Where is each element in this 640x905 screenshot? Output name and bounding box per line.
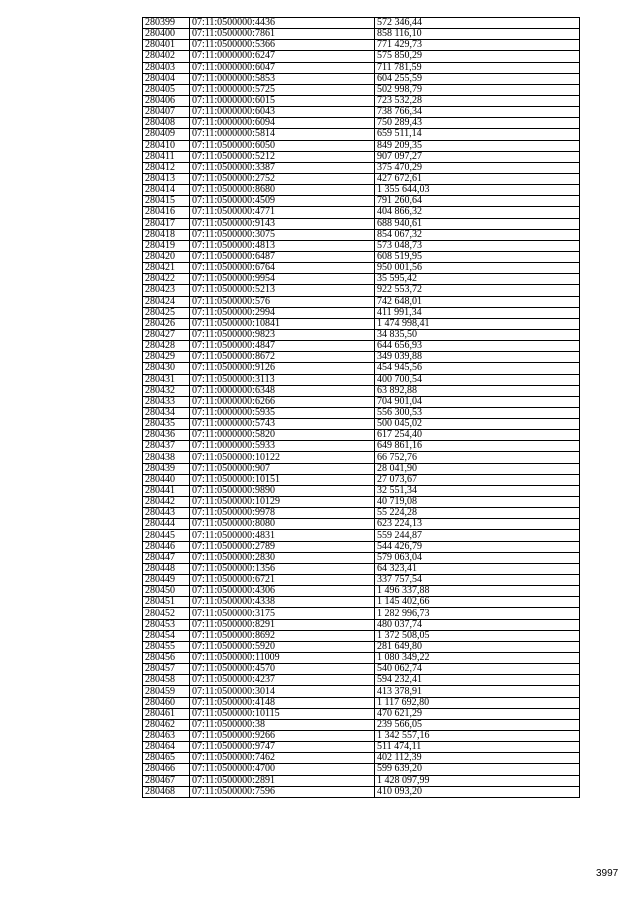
cadastral-number-cell: 07:11:0500000:11009 (190, 653, 375, 664)
value-cell: 849 209,35 (375, 140, 580, 151)
cadastral-number-cell: 07:11:0000000:5853 (190, 73, 375, 84)
row-number-cell: 280442 (143, 497, 190, 508)
row-number-cell: 280438 (143, 452, 190, 463)
row-number-cell: 280446 (143, 541, 190, 552)
value-cell: 599 639,20 (375, 764, 580, 775)
cadastral-number-cell: 07:11:0500000:5212 (190, 151, 375, 162)
table-row (143, 597, 580, 608)
cadastral-number-cell: 07:11:0500000:8672 (190, 352, 375, 363)
row-number-cell: 280426 (143, 318, 190, 329)
value-cell: 337 757,54 (375, 575, 580, 586)
row-number-cell: 280402 (143, 51, 190, 62)
value-cell: 400 700,54 (375, 374, 580, 385)
row-number-cell: 280422 (143, 274, 190, 285)
cadastral-number-cell: 07:11:0500000:9143 (190, 218, 375, 229)
cadastral-number-cell: 07:11:0500000:4847 (190, 341, 375, 352)
cadastral-number-cell: 07:11:0500000:4436 (190, 18, 375, 29)
row-number-cell: 280441 (143, 485, 190, 496)
value-cell: 644 656,93 (375, 341, 580, 352)
row-number-cell: 280444 (143, 519, 190, 530)
row-number-cell: 280454 (143, 630, 190, 641)
row-number-cell: 280462 (143, 719, 190, 730)
cadastral-number-cell: 07:11:0500000:8680 (190, 185, 375, 196)
row-number-cell: 280443 (143, 508, 190, 519)
row-number-cell: 280466 (143, 764, 190, 775)
table-row (143, 563, 580, 574)
cadastral-number-cell: 07:11:0500000:3075 (190, 229, 375, 240)
value-cell: 64 323,41 (375, 563, 580, 574)
value-cell: 544 426,79 (375, 541, 580, 552)
cadastral-number-cell: 07:11:0000000:6094 (190, 118, 375, 129)
row-number-cell: 280399 (143, 18, 190, 29)
row-number-cell: 280439 (143, 463, 190, 474)
value-cell: 375 470,29 (375, 162, 580, 173)
row-number-cell: 280451 (143, 597, 190, 608)
table-row (143, 586, 580, 597)
cadastral-number-cell: 07:11:0000000:6266 (190, 396, 375, 407)
table-body (143, 18, 580, 798)
row-number-cell: 280461 (143, 708, 190, 719)
value-cell: 1 282 996,73 (375, 608, 580, 619)
table-row (143, 463, 580, 474)
value-cell: 738 766,34 (375, 107, 580, 118)
cadastral-number-cell: 07:11:0500000:2994 (190, 307, 375, 318)
table-row (143, 173, 580, 184)
table-row (143, 485, 580, 496)
row-number-cell: 280467 (143, 775, 190, 786)
table-row (143, 285, 580, 296)
value-cell: 791 260,64 (375, 196, 580, 207)
row-number-cell: 280452 (143, 608, 190, 619)
value-cell: 28 041,90 (375, 463, 580, 474)
row-number-cell: 280431 (143, 374, 190, 385)
table-row (143, 107, 580, 118)
cadastral-number-cell: 07:11:0500000:10841 (190, 318, 375, 329)
cadastral-number-cell: 07:11:0500000:576 (190, 296, 375, 307)
cadastral-number-cell: 07:11:0500000:9747 (190, 742, 375, 753)
value-cell: 239 566,05 (375, 719, 580, 730)
cadastral-number-cell: 07:11:0500000:6764 (190, 263, 375, 274)
cadastral-number-cell: 07:11:0500000:907 (190, 463, 375, 474)
value-cell: 63 892,88 (375, 385, 580, 396)
row-number-cell: 280437 (143, 441, 190, 452)
value-cell: 502 998,79 (375, 84, 580, 95)
row-number-cell: 280412 (143, 162, 190, 173)
table-row (143, 318, 580, 329)
value-cell: 55 224,28 (375, 508, 580, 519)
table-row (143, 162, 580, 173)
table-row (143, 296, 580, 307)
value-cell: 771 429,73 (375, 40, 580, 51)
cadastral-number-cell: 07:11:0500000:7462 (190, 753, 375, 764)
table-row (143, 274, 580, 285)
table-row (143, 742, 580, 753)
table-row (143, 519, 580, 530)
cadastral-number-cell: 07:11:0500000:5213 (190, 285, 375, 296)
table-row (143, 686, 580, 697)
table-row (143, 62, 580, 73)
row-number-cell: 280411 (143, 151, 190, 162)
value-cell: 922 553,72 (375, 285, 580, 296)
value-cell: 573 048,73 (375, 240, 580, 251)
table-row (143, 29, 580, 40)
value-cell: 1 496 337,88 (375, 586, 580, 597)
cadastral-number-cell: 07:11:0000000:6047 (190, 62, 375, 73)
row-number-cell: 280449 (143, 575, 190, 586)
table-row (143, 419, 580, 430)
cadastral-number-cell: 07:11:0500000:8692 (190, 630, 375, 641)
cadastral-number-cell: 07:11:0500000:10129 (190, 497, 375, 508)
row-number-cell: 280453 (143, 619, 190, 630)
cadastral-number-cell: 07:11:0000000:6348 (190, 385, 375, 396)
row-number-cell: 280465 (143, 753, 190, 764)
page-number: 3997 (596, 868, 619, 879)
table-row (143, 575, 580, 586)
value-cell: 854 067,32 (375, 229, 580, 240)
row-number-cell: 280457 (143, 664, 190, 675)
table-row (143, 541, 580, 552)
value-cell: 500 045,02 (375, 419, 580, 430)
table-row (143, 641, 580, 652)
value-cell: 480 037,74 (375, 619, 580, 630)
value-cell: 540 062,74 (375, 664, 580, 675)
row-number-cell: 280416 (143, 207, 190, 218)
table-row (143, 719, 580, 730)
cadastral-number-cell: 07:11:0500000:3387 (190, 162, 375, 173)
table-row (143, 441, 580, 452)
row-number-cell: 280417 (143, 218, 190, 229)
row-number-cell: 280445 (143, 530, 190, 541)
value-cell: 411 991,34 (375, 307, 580, 318)
cadastral-number-cell: 07:11:0000000:6247 (190, 51, 375, 62)
table-row (143, 508, 580, 519)
cadastral-number-cell: 07:11:0500000:4831 (190, 530, 375, 541)
table-row (143, 207, 580, 218)
row-number-cell: 280450 (143, 586, 190, 597)
row-number-cell: 280463 (143, 731, 190, 742)
cadastral-number-cell: 07:11:0500000:6050 (190, 140, 375, 151)
value-cell: 608 519,95 (375, 251, 580, 262)
cadastral-number-cell: 07:11:0500000:4700 (190, 764, 375, 775)
table-row (143, 218, 580, 229)
cadastral-number-cell: 07:11:0000000:6015 (190, 95, 375, 106)
table-row (143, 352, 580, 363)
table-row (143, 619, 580, 630)
table-row (143, 129, 580, 140)
table-row (143, 675, 580, 686)
cadastral-number-cell: 07:11:0500000:4306 (190, 586, 375, 597)
cadastral-number-cell: 07:11:0500000:3113 (190, 374, 375, 385)
cadastral-number-cell: 07:11:0500000:10151 (190, 474, 375, 485)
cadastral-number-cell: 07:11:0500000:5920 (190, 641, 375, 652)
table-row (143, 40, 580, 51)
cadastral-number-cell: 07:11:0500000:8291 (190, 619, 375, 630)
value-cell: 34 835,50 (375, 329, 580, 340)
table-row (143, 697, 580, 708)
row-number-cell: 280415 (143, 196, 190, 207)
table-row (143, 329, 580, 340)
cadastral-number-cell: 07:11:0500000:6487 (190, 251, 375, 262)
value-cell: 427 672,61 (375, 173, 580, 184)
cadastral-number-cell: 07:11:0000000:6043 (190, 107, 375, 118)
table-row (143, 18, 580, 29)
value-cell: 1 145 402,66 (375, 597, 580, 608)
value-cell: 711 781,59 (375, 62, 580, 73)
value-cell: 1 474 998,41 (375, 318, 580, 329)
cadastral-number-cell: 07:11:0500000:2830 (190, 552, 375, 563)
table-row (143, 764, 580, 775)
row-number-cell: 280429 (143, 352, 190, 363)
value-cell: 454 945,56 (375, 363, 580, 374)
row-number-cell: 280468 (143, 786, 190, 797)
value-cell: 349 039,88 (375, 352, 580, 363)
table-row (143, 396, 580, 407)
cadastral-number-cell: 07:11:0500000:3014 (190, 686, 375, 697)
cadastral-number-cell: 07:11:0500000:4813 (190, 240, 375, 251)
table-row (143, 630, 580, 641)
row-number-cell: 280404 (143, 73, 190, 84)
cadastral-number-cell: 07:11:0500000:3175 (190, 608, 375, 619)
row-number-cell: 280428 (143, 341, 190, 352)
row-number-cell: 280407 (143, 107, 190, 118)
table-row (143, 51, 580, 62)
cadastral-number-cell: 07:11:0000000:5933 (190, 441, 375, 452)
row-number-cell: 280425 (143, 307, 190, 318)
row-number-cell: 280401 (143, 40, 190, 51)
table-row (143, 753, 580, 764)
row-number-cell: 280410 (143, 140, 190, 151)
cadastral-number-cell: 07:11:0500000:8080 (190, 519, 375, 530)
row-number-cell: 280409 (143, 129, 190, 140)
row-number-cell: 280400 (143, 29, 190, 40)
row-number-cell: 280421 (143, 263, 190, 274)
cadastral-number-cell: 07:11:0500000:9823 (190, 329, 375, 340)
value-cell: 27 073,67 (375, 474, 580, 485)
value-cell: 907 097,27 (375, 151, 580, 162)
value-cell: 575 850,29 (375, 51, 580, 62)
value-cell: 559 244,87 (375, 530, 580, 541)
table-row (143, 240, 580, 251)
value-cell: 1 080 349,22 (375, 653, 580, 664)
cadastral-number-cell: 07:11:0500000:2789 (190, 541, 375, 552)
table-row (143, 530, 580, 541)
value-cell: 66 752,76 (375, 452, 580, 463)
value-cell: 649 861,16 (375, 441, 580, 452)
value-cell: 572 346,44 (375, 18, 580, 29)
cadastral-number-cell: 07:11:0000000:5725 (190, 84, 375, 95)
cadastral-number-cell: 07:11:0500000:9266 (190, 731, 375, 742)
table-row (143, 430, 580, 441)
row-number-cell: 280435 (143, 419, 190, 430)
value-cell: 35 595,42 (375, 274, 580, 285)
cadastral-number-cell: 07:11:0500000:38 (190, 719, 375, 730)
value-cell: 604 255,59 (375, 73, 580, 84)
value-cell: 688 940,61 (375, 218, 580, 229)
value-cell: 402 112,39 (375, 753, 580, 764)
value-cell: 1 342 557,16 (375, 731, 580, 742)
value-cell: 1 428 097,99 (375, 775, 580, 786)
value-cell: 1 372 508,05 (375, 630, 580, 641)
value-cell: 556 300,53 (375, 407, 580, 418)
table-row (143, 341, 580, 352)
value-cell: 281 649,80 (375, 641, 580, 652)
table-row (143, 786, 580, 797)
cadastral-number-cell: 07:11:0500000:2891 (190, 775, 375, 786)
value-cell: 404 866,32 (375, 207, 580, 218)
value-cell: 623 224,13 (375, 519, 580, 530)
cadastral-number-cell: 07:11:0500000:1356 (190, 563, 375, 574)
value-cell: 704 901,04 (375, 396, 580, 407)
row-number-cell: 280456 (143, 653, 190, 664)
row-number-cell: 280413 (143, 173, 190, 184)
value-cell: 723 532,28 (375, 95, 580, 106)
cadastral-number-cell: 07:11:0500000:9954 (190, 274, 375, 285)
cadastral-number-cell: 07:11:0500000:4148 (190, 697, 375, 708)
table-row (143, 363, 580, 374)
value-cell: 470 621,29 (375, 708, 580, 719)
table-row (143, 196, 580, 207)
table-row (143, 407, 580, 418)
row-number-cell: 280455 (143, 641, 190, 652)
table-row (143, 229, 580, 240)
row-number-cell: 280448 (143, 563, 190, 574)
row-number-cell: 280447 (143, 552, 190, 563)
value-cell: 32 551,34 (375, 485, 580, 496)
value-cell: 659 511,14 (375, 129, 580, 140)
value-cell: 413 378,91 (375, 686, 580, 697)
row-number-cell: 280430 (143, 363, 190, 374)
table-row (143, 73, 580, 84)
table-row (143, 731, 580, 742)
cadastral-number-cell: 07:11:0500000:7861 (190, 29, 375, 40)
table-row (143, 552, 580, 563)
cadastral-number-cell: 07:11:0500000:6721 (190, 575, 375, 586)
cadastral-number-cell: 07:11:0500000:4570 (190, 664, 375, 675)
value-cell: 594 232,41 (375, 675, 580, 686)
row-number-cell: 280403 (143, 62, 190, 73)
row-number-cell: 280436 (143, 430, 190, 441)
row-number-cell: 280458 (143, 675, 190, 686)
cadastral-number-cell: 07:11:0500000:10122 (190, 452, 375, 463)
table-row (143, 608, 580, 619)
value-cell: 1 117 692,80 (375, 697, 580, 708)
table-row (143, 653, 580, 664)
row-number-cell: 280460 (143, 697, 190, 708)
table-row (143, 151, 580, 162)
cadastral-value-table (142, 17, 580, 798)
value-cell: 858 116,10 (375, 29, 580, 40)
cadastral-number-cell: 07:11:0500000:10115 (190, 708, 375, 719)
table-row (143, 185, 580, 196)
cadastral-number-cell: 07:11:0000000:5814 (190, 129, 375, 140)
table-row (143, 263, 580, 274)
value-cell: 579 063,04 (375, 552, 580, 563)
cadastral-number-cell: 07:11:0500000:4237 (190, 675, 375, 686)
value-cell: 40 719,08 (375, 497, 580, 508)
cadastral-number-cell: 07:11:0500000:5366 (190, 40, 375, 51)
table-row (143, 307, 580, 318)
table-row (143, 385, 580, 396)
table-row (143, 118, 580, 129)
cadastral-number-cell: 07:11:0500000:9978 (190, 508, 375, 519)
row-number-cell: 280427 (143, 329, 190, 340)
row-number-cell: 280424 (143, 296, 190, 307)
table-row (143, 664, 580, 675)
cadastral-number-cell: 07:11:0000000:5820 (190, 430, 375, 441)
row-number-cell: 280406 (143, 95, 190, 106)
cadastral-number-cell: 07:11:0500000:9890 (190, 485, 375, 496)
cadastral-number-cell: 07:11:0500000:2752 (190, 173, 375, 184)
value-cell: 617 254,40 (375, 430, 580, 441)
row-number-cell: 280434 (143, 407, 190, 418)
row-number-cell: 280405 (143, 84, 190, 95)
row-number-cell: 280464 (143, 742, 190, 753)
row-number-cell: 280408 (143, 118, 190, 129)
row-number-cell: 280414 (143, 185, 190, 196)
row-number-cell: 280459 (143, 686, 190, 697)
table-row (143, 84, 580, 95)
cadastral-number-cell: 07:11:0000000:5743 (190, 419, 375, 430)
cadastral-number-cell: 07:11:0500000:4771 (190, 207, 375, 218)
table-row (143, 474, 580, 485)
row-number-cell: 280418 (143, 229, 190, 240)
table-row (143, 775, 580, 786)
cadastral-number-cell: 07:11:0000000:5935 (190, 407, 375, 418)
table-row (143, 251, 580, 262)
table-row (143, 374, 580, 385)
value-cell: 1 355 644,03 (375, 185, 580, 196)
row-number-cell: 280433 (143, 396, 190, 407)
cadastral-number-cell: 07:11:0500000:7596 (190, 786, 375, 797)
value-cell: 750 289,43 (375, 118, 580, 129)
value-cell: 511 474,11 (375, 742, 580, 753)
table-row (143, 497, 580, 508)
table-row (143, 708, 580, 719)
value-cell: 742 648,01 (375, 296, 580, 307)
row-number-cell: 280440 (143, 474, 190, 485)
cadastral-number-cell: 07:11:0500000:4509 (190, 196, 375, 207)
table-row (143, 95, 580, 106)
value-cell: 410 093,20 (375, 786, 580, 797)
row-number-cell: 280420 (143, 251, 190, 262)
cadastral-number-cell: 07:11:0500000:4338 (190, 597, 375, 608)
cadastral-number-cell: 07:11:0500000:9126 (190, 363, 375, 374)
table-row (143, 140, 580, 151)
row-number-cell: 280432 (143, 385, 190, 396)
table-row (143, 452, 580, 463)
value-cell: 950 001,56 (375, 263, 580, 274)
row-number-cell: 280419 (143, 240, 190, 251)
row-number-cell: 280423 (143, 285, 190, 296)
